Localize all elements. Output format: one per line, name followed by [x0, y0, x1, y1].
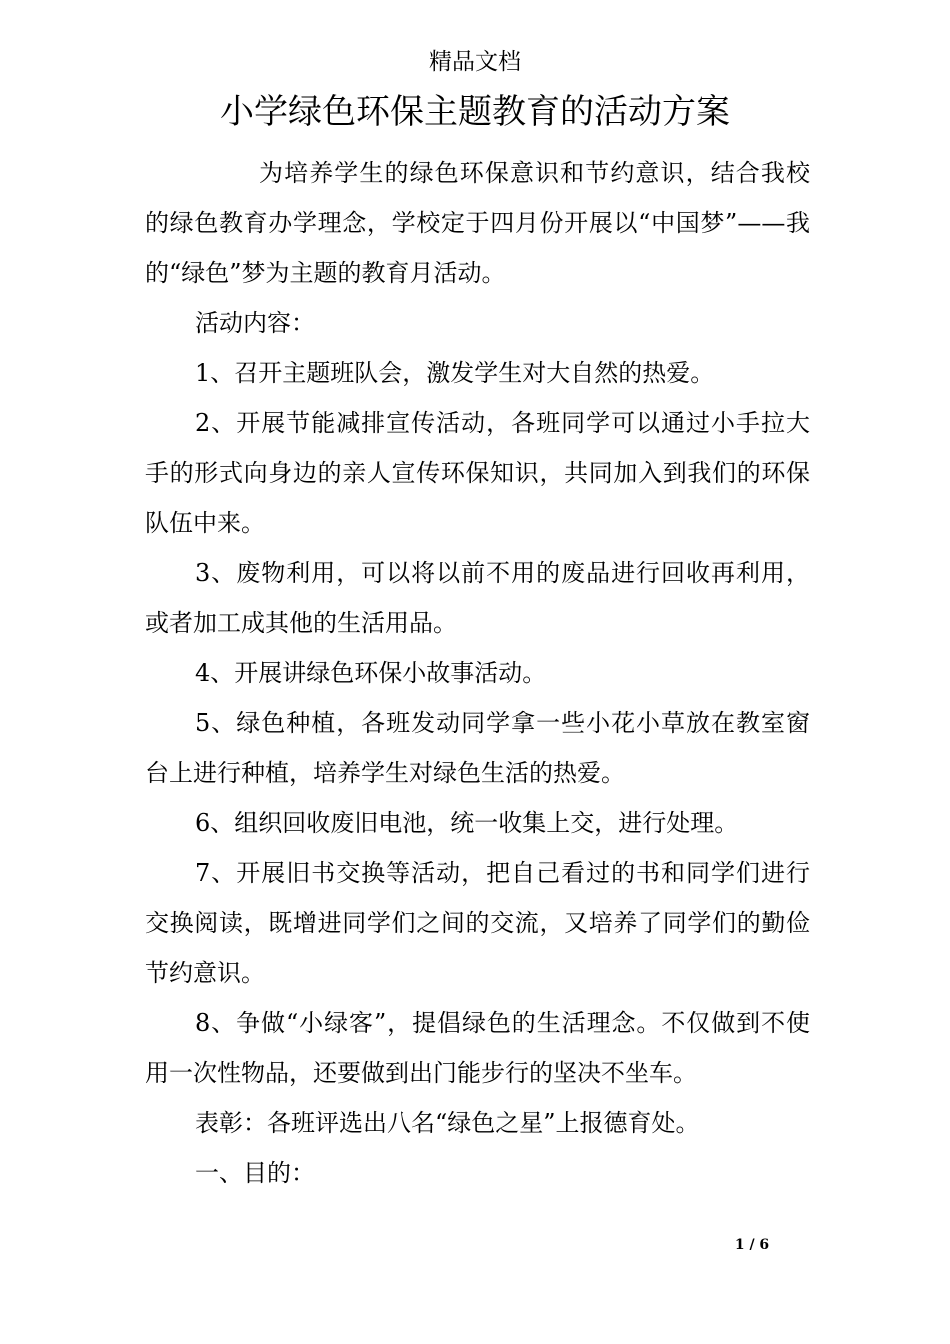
intro-paragraph: 为培养学生的绿色环保意识和节约意识，结合我校的绿色教育办学理念，学校定于四月份开展以“中国梦”——我的“绿色”梦为主题的教育月活动。: [145, 159, 810, 287]
activity-item-6: 6、组织回收废旧电池，统一收集上交，进行处理。: [195, 809, 739, 837]
activity-item-7: 7、开展旧书交换等活动，把自己看过的书和同学们进行交换阅读，既增进同学们之间的交流，又培养了同学们的勤俭节约意识。: [145, 859, 810, 987]
document-title: 小学绿色环保主题教育的活动方案: [220, 92, 730, 132]
page-number: 1 / 6: [734, 1237, 770, 1253]
section-heading-activities: 活动内容：: [195, 309, 315, 337]
activity-item-1: 1、召开主题班队会，激发学生对大自然的热爱。: [195, 359, 715, 387]
activity-item-4: 4、开展讲绿色环保小故事活动。: [195, 659, 547, 687]
activity-item-2: 2、开展节能减排宣传活动，各班同学可以通过小手拉大手的形式向身边的亲人宣传环保知识，共同加入到我们的环保队伍中来。: [145, 409, 810, 537]
page-header: 精品文档: [429, 49, 521, 75]
commendation-paragraph: 表彰：各班评选出八名“绿色之星”上报德育处。: [195, 1109, 700, 1137]
activity-item-3: 3、废物利用，可以将以前不用的废品进行回收再利用，或者加工成其他的生活用品。: [145, 559, 810, 637]
activity-item-5: 5、绿色种植，各班发动同学拿一些小花小草放在教室窗台上进行种植，培养学生对绿色生活的热爱。: [145, 709, 810, 787]
activity-item-8: 8、争做“小绿客”，提倡绿色的生活理念。不仅做到不使用一次性物品，还要做到出门能步行的坚决不坐车。: [145, 1009, 810, 1087]
document-body: [145, 148, 810, 1198]
section-heading-purpose: 一、目的：: [195, 1159, 315, 1187]
